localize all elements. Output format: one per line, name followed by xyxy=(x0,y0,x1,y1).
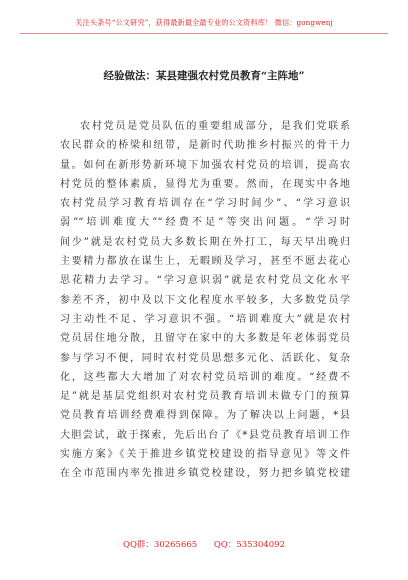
body-line: 参差不齐，初中及以下文化程度水平较多，大多数党员学 xyxy=(60,294,350,306)
body-line: 化，这些都大大增加了对农村党员培训的难度。“经费不 xyxy=(60,371,350,383)
body-line: 量。如何在新形势新环境下加强农村党员的培训，提高农 xyxy=(60,159,350,171)
body-line: 党员教育培训经费难得到保障。为了解决以上问题，*县 xyxy=(60,410,350,422)
body-line: 党员居住地分散，且留守在家中的大多数是年老体弱党员 xyxy=(60,333,350,345)
body-line: 大胆尝试，敢于探索，先后出台了《*县党员教育培训工作 xyxy=(60,429,350,441)
body-line: 村党员的整体素质，显得尤为重要。然而，在现实中各地 xyxy=(60,178,350,190)
document-body xyxy=(60,117,350,484)
body-line: 足”就是基层党组织对农村党员教育培训未做专门的预算 xyxy=(60,391,350,403)
body-line: 习主动性不足、学习意识不强。“培训难度大”就是农村 xyxy=(60,313,350,325)
body-line: 农村党员学习教育培训存在“学习时间少”、“学习意识 xyxy=(60,198,350,210)
body-line: 农村党员是党员队伍的重要组成部分，是我们党联系 xyxy=(80,121,350,132)
body-line: 间少”就是农村党员大多数长期在外打工，每天早出晚归 xyxy=(60,236,350,248)
header-banner: 关注头条号“公文研究”，获得最新最全最专业的公文资料库！ 微信：gongwenj xyxy=(75,18,333,27)
footer-contact xyxy=(0,538,408,550)
body-line: 实施方案》《关于推进乡镇党校建设的指导意见》等文件 xyxy=(60,449,350,461)
body-line: 参与学习不便，同时农村党员思想多元化、活跃化、复杂 xyxy=(60,352,350,364)
body-line: 思花精力去学习。“学习意识弱”就是农村党员文化水平 xyxy=(60,275,350,287)
footer-qq: QQ：535304092 xyxy=(213,540,285,550)
body-line: 弱”“培训难度大”“经费不足”等突出问题。“学习时 xyxy=(60,217,350,229)
body-line: 农民群众的桥梁和纽带，是新时代助推乡村振兴的骨干力 xyxy=(60,140,350,152)
document-title: 经验做法：某县建强农村党员教育“主阵地” xyxy=(103,70,305,82)
footer-qq-group: QQ群：30265665 xyxy=(122,540,198,550)
body-line: 主要精力都放在谋生上，无暇顾及学习，甚至不愿去花心 xyxy=(60,256,350,268)
header-divider xyxy=(20,33,388,34)
body-line: 在全市范围内率先推进乡镇党校建设，努力把乡镇党校建 xyxy=(60,468,350,480)
